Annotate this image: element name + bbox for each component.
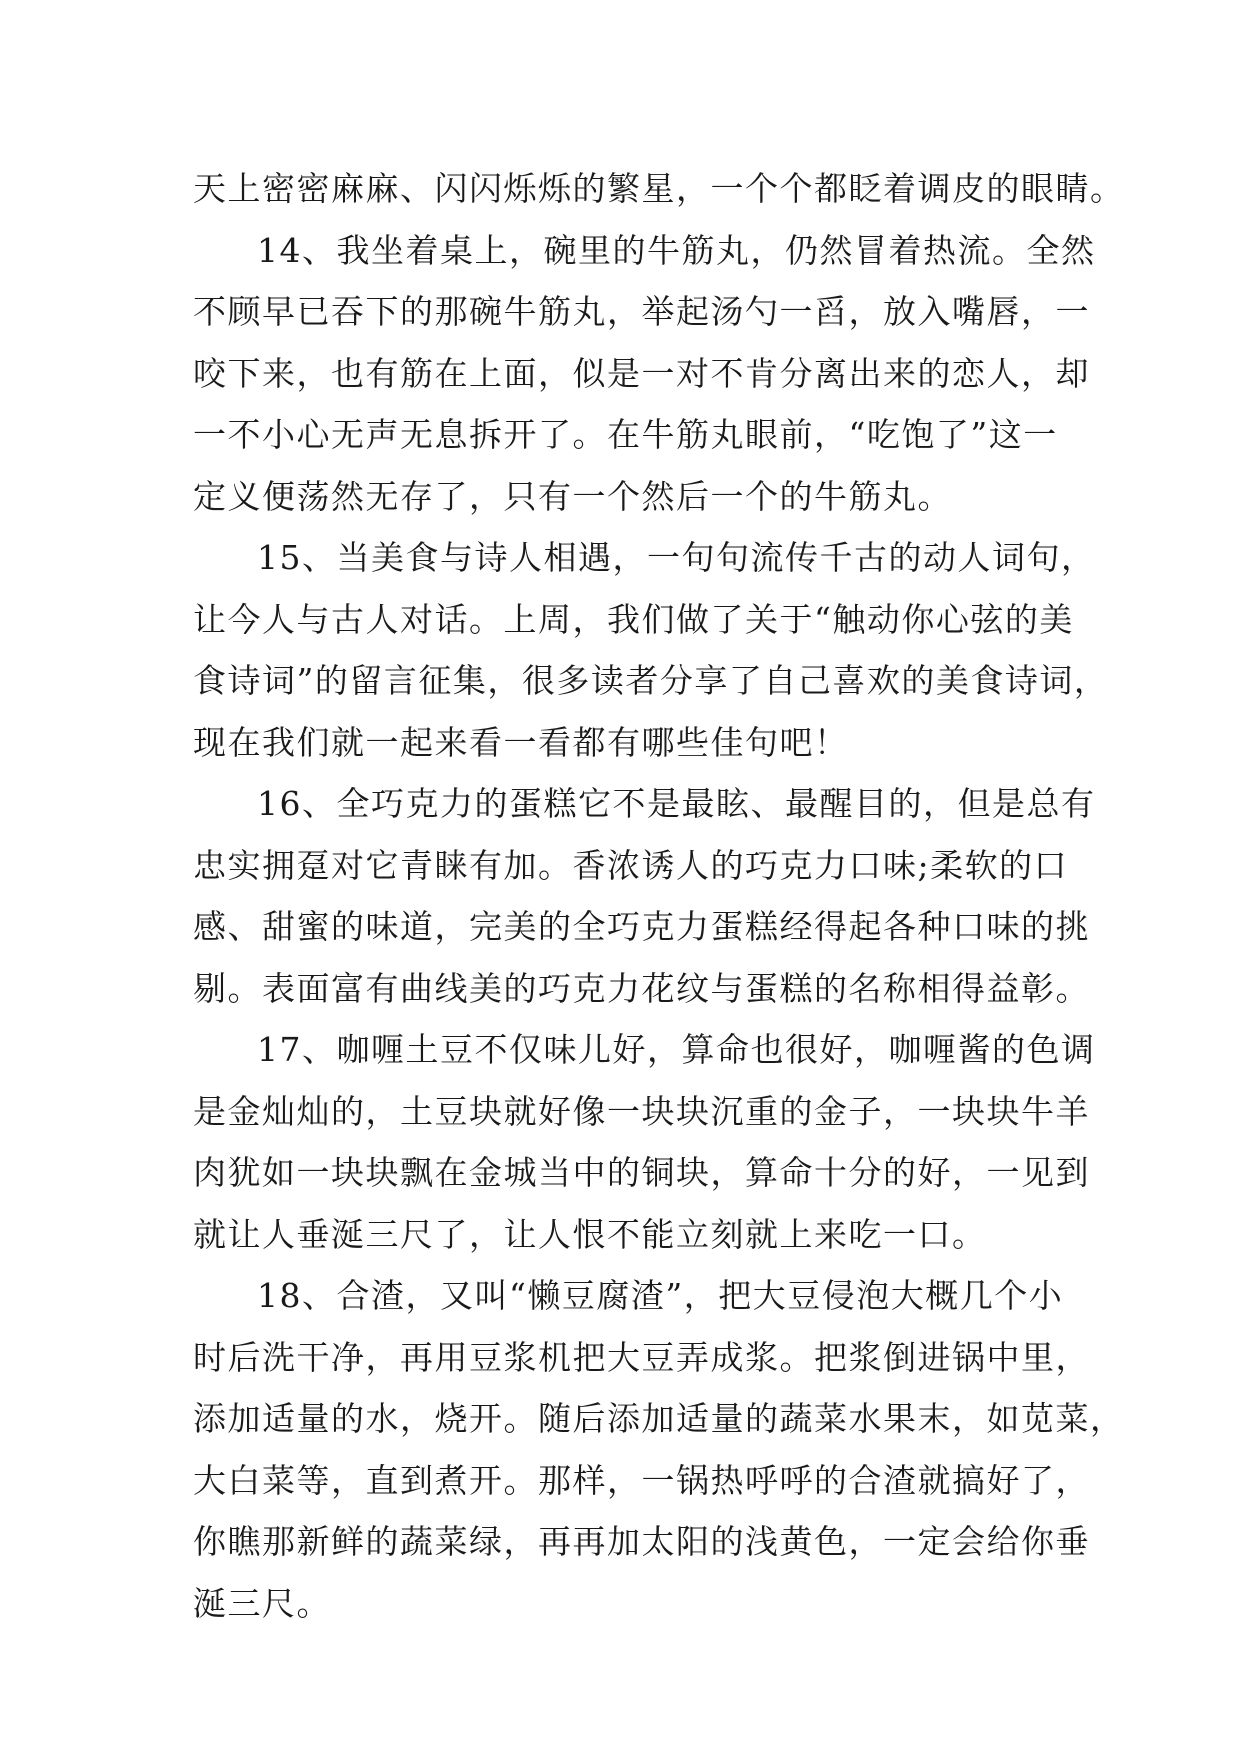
paragraph-line: 添加适量的水，烧开。随后添加适量的蔬菜水果末，如苋菜， [193,1399,1125,1438]
paragraph-line: 剔。表面富有曲线美的巧克力花纹与蛋糕的名称相得益彰。 [193,968,1090,1008]
paragraph-first-line: 15、当美食与诗人相遇，一句句流传千古的动人词句， [257,538,1096,577]
paragraph-line: 感、甜蜜的味道，完美的全巧克力蛋糕经得起各种口味的挑 [193,907,1090,946]
paragraph-line: 咬下来，也有筋在上面，似是一对不肯分离出来的恋人，却 [193,353,1090,393]
paragraph-first-line: 18、合渣，又叫“懒豆腐渣”，把大豆侵泡大概几个小 [257,1276,1064,1315]
paragraph-line: 时后洗干净，再用豆浆机把大豆弄成浆。把浆倒进锅中里， [193,1337,1090,1377]
paragraph-first-line: 16、全巧克力的蛋糕它不是最眩、最醒目的，但是总有 [257,784,1096,823]
paragraph-line: 一不小心无声无息拆开了。在牛筋丸眼前，“吃饱了”这一 [193,415,1058,454]
paragraph-line: 忠实拥趸对它青睐有加。香浓诱人的巧克力口味;柔软的口 [193,845,1069,885]
paragraph-line: 涎三尺。 [193,1583,331,1623]
paragraph-line: 就让人垂涎三尺了，让人恨不能立刻就上来吃一口。 [193,1214,987,1254]
paragraph-line: 你瞧那新鲜的蔬菜绿，再再加太阳的浅黄色，一定会给你垂 [193,1522,1090,1561]
document-body [193,158,1125,1634]
paragraph-line: 定义便荡然无存了，只有一个然后一个的牛筋丸。 [193,476,952,516]
paragraph-first-line: 14、我坐着桌上，碗里的牛筋丸，仍然冒着热流。全然 [257,230,1096,270]
paragraph-line: 肉犹如一块块飘在金城当中的铜块，算命十分的好，一见到 [193,1153,1090,1192]
paragraph-line: 大白菜等，直到煮开。那样，一锅热呼呼的合渣就搞好了， [193,1460,1090,1500]
paragraph-line: 食诗词”的留言征集，很多读者分享了自己喜欢的美食诗词， [193,661,1109,700]
paragraph-line: 现在我们就一起来看一看都有哪些佳句吧！ [193,722,849,762]
paragraph-line: 不顾早已吞下的那碗牛筋丸，举起汤勺一舀，放入嘴唇，一 [193,292,1090,331]
paragraph-line: 天上密密麻麻、闪闪烁烁的繁星，一个个都眨着调皮的眼睛。 [193,169,1125,208]
paragraph-line: 让今人与古人对话。上周，我们做了关于“触动你心弦的美 [193,599,1074,639]
paragraph-first-line: 17、咖喱土豆不仅味儿好，算命也很好，咖喱酱的色调 [257,1030,1096,1069]
paragraph-line: 是金灿灿的，土豆块就好像一块块沉重的金子，一块块牛羊 [193,1091,1090,1131]
